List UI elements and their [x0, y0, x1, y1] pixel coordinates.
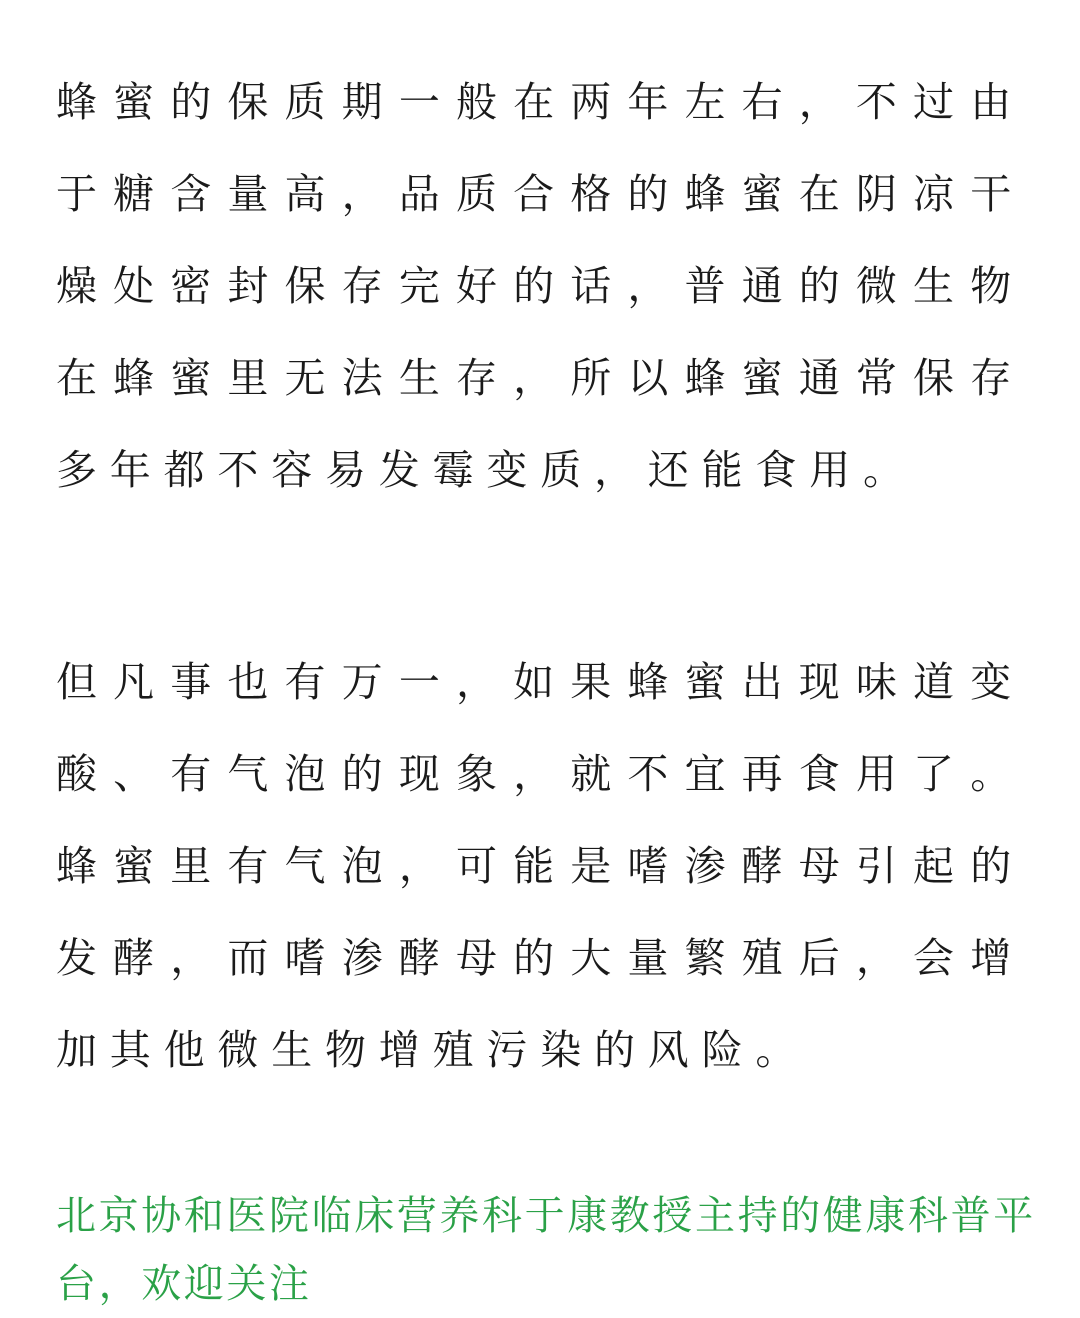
paragraph-honey-shelf-life: 蜂蜜的保质期一般在两年左右，不过由于糖含量高，品质合格的蜂蜜在阴凉干燥处密封保存完好的话，普通的微生物在蜂蜜里无法生存，所以蜂蜜通常保存多年都不容易发霉变质，还能食用。 [56, 78, 1024, 494]
paragraph-honey-spoilage: 但凡事也有万一，如果蜂蜜出现味道变酸、有气泡的现象，就不宜再食用了。蜂蜜里有气泡，可能是嗜渗酵母引起的发酵，而嗜渗酵母的大量繁殖后，会增加其他微生物增殖污染的风险。 [56, 658, 1024, 1074]
footer-source-note: 北京协和医院临床营养科于康教授主持的健康科普平台，欢迎关注 [56, 1193, 1036, 1307]
